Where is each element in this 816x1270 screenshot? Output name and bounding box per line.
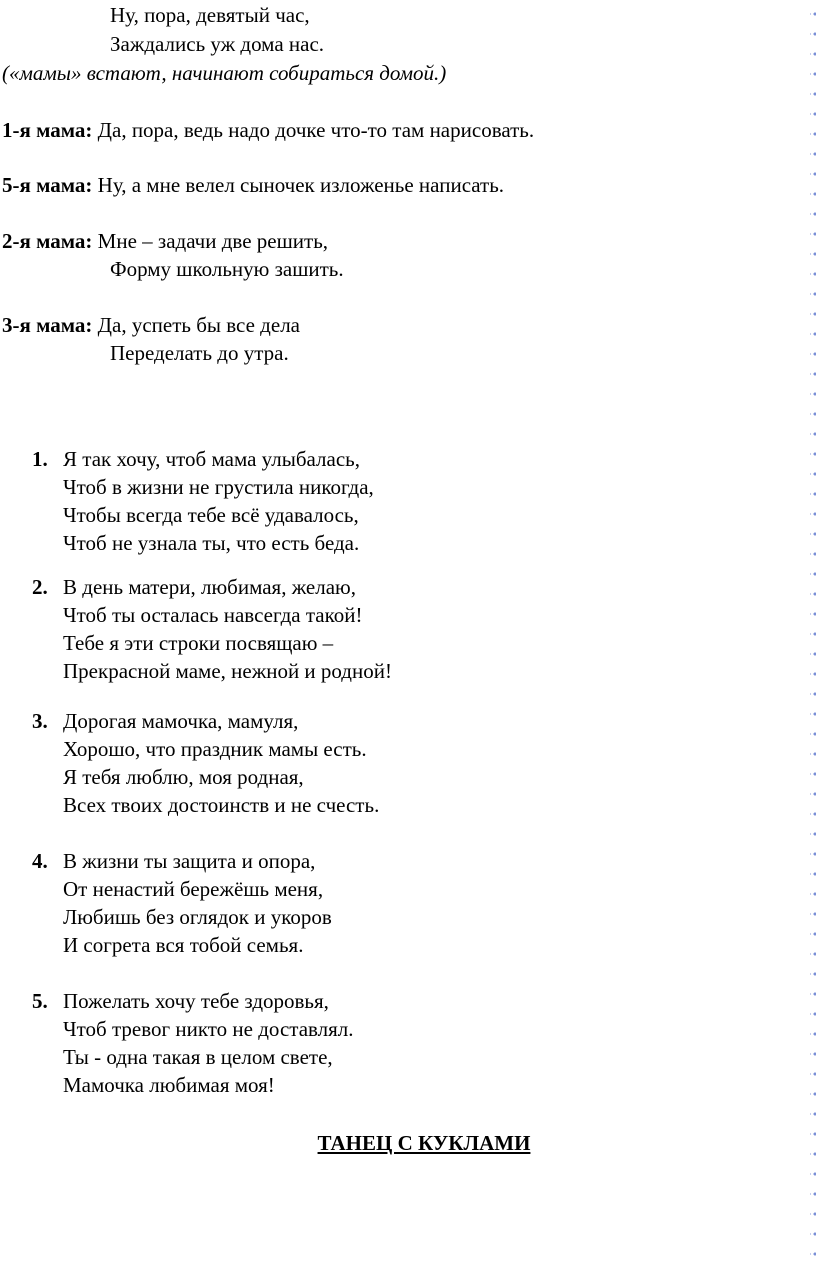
speaker-label: 2-я мама: <box>2 229 93 253</box>
poem-line: В жизни ты защита и опора, <box>63 849 316 873</box>
replica <box>2 312 300 338</box>
poem-number: 5. <box>32 989 48 1013</box>
replica <box>2 172 504 198</box>
poem-line: Пожелать хочу тебе здоровья, <box>63 989 329 1013</box>
poem-line: И согрета вся тобой семья. <box>63 933 304 957</box>
poem-line: Чтобы всегда тебе всё удавалось, <box>63 503 359 527</box>
poem-line: Любишь без оглядок и укоров <box>63 905 332 929</box>
poem-line: От ненастий бережёшь меня, <box>63 877 324 901</box>
poem-line: Всех твоих достоинств и не счесть. <box>63 793 380 817</box>
poem-line: В день матери, любимая, желаю, <box>63 575 356 599</box>
replica-text: Форму школьную зашить. <box>110 257 344 281</box>
poem-line: Чтоб ты осталась навсегда такой! <box>63 603 363 627</box>
poem-number: 1. <box>32 447 48 471</box>
poem-line: Мамочка любимая моя! <box>63 1073 275 1097</box>
replica-text: Переделать до утра. <box>110 341 289 365</box>
poem-line: Прекрасной маме, нежной и родной! <box>63 659 392 683</box>
verse-line: Заждались уж дома нас. <box>110 32 325 56</box>
poem-line: Чтоб не узнала ты, что есть беда. <box>63 531 360 555</box>
poem-number: 2. <box>32 575 48 599</box>
speaker-label: 5-я мама: <box>2 173 93 197</box>
poem-line: Тебе я эти строки посвящаю – <box>63 631 334 655</box>
poem-line: Ты - одна такая в целом свете, <box>63 1045 333 1069</box>
stage-direction: («мамы» встают, начинают собираться домой.) <box>2 61 447 85</box>
replica-text: Мне – задачи две решить, <box>97 229 329 253</box>
poem-number: 3. <box>32 709 48 733</box>
poem-line: Дорогая мамочка, мамуля, <box>63 709 299 733</box>
poem-line: Хорошо, что праздник мамы есть. <box>63 737 367 761</box>
poem-line: Чтоб тревог никто не доставлял. <box>63 1017 354 1041</box>
speaker-label: 1-я мама: <box>2 118 93 142</box>
poem-line: Я так хочу, чтоб мама улыбалась, <box>63 447 360 471</box>
replica-text: Да, пора, ведь надо дочке что-то там нарисовать. <box>97 118 535 142</box>
poem-number: 4. <box>32 849 48 873</box>
section-title: ТАНЕЦ С КУКЛАМИ <box>317 1131 531 1155</box>
dotted-border <box>810 0 816 1270</box>
verse-line: Ну, пора, девятый час, <box>110 3 310 27</box>
replica-text: Да, успеть бы все дела <box>97 313 300 337</box>
poem-line: Чтоб в жизни не грустила никогда, <box>63 475 374 499</box>
replica-text: Ну, а мне велел сыночек изложенье написать. <box>97 173 505 197</box>
replica <box>2 117 534 143</box>
replica <box>2 228 328 254</box>
speaker-label: 3-я мама: <box>2 313 93 337</box>
poem-line: Я тебя люблю, моя родная, <box>63 765 304 789</box>
